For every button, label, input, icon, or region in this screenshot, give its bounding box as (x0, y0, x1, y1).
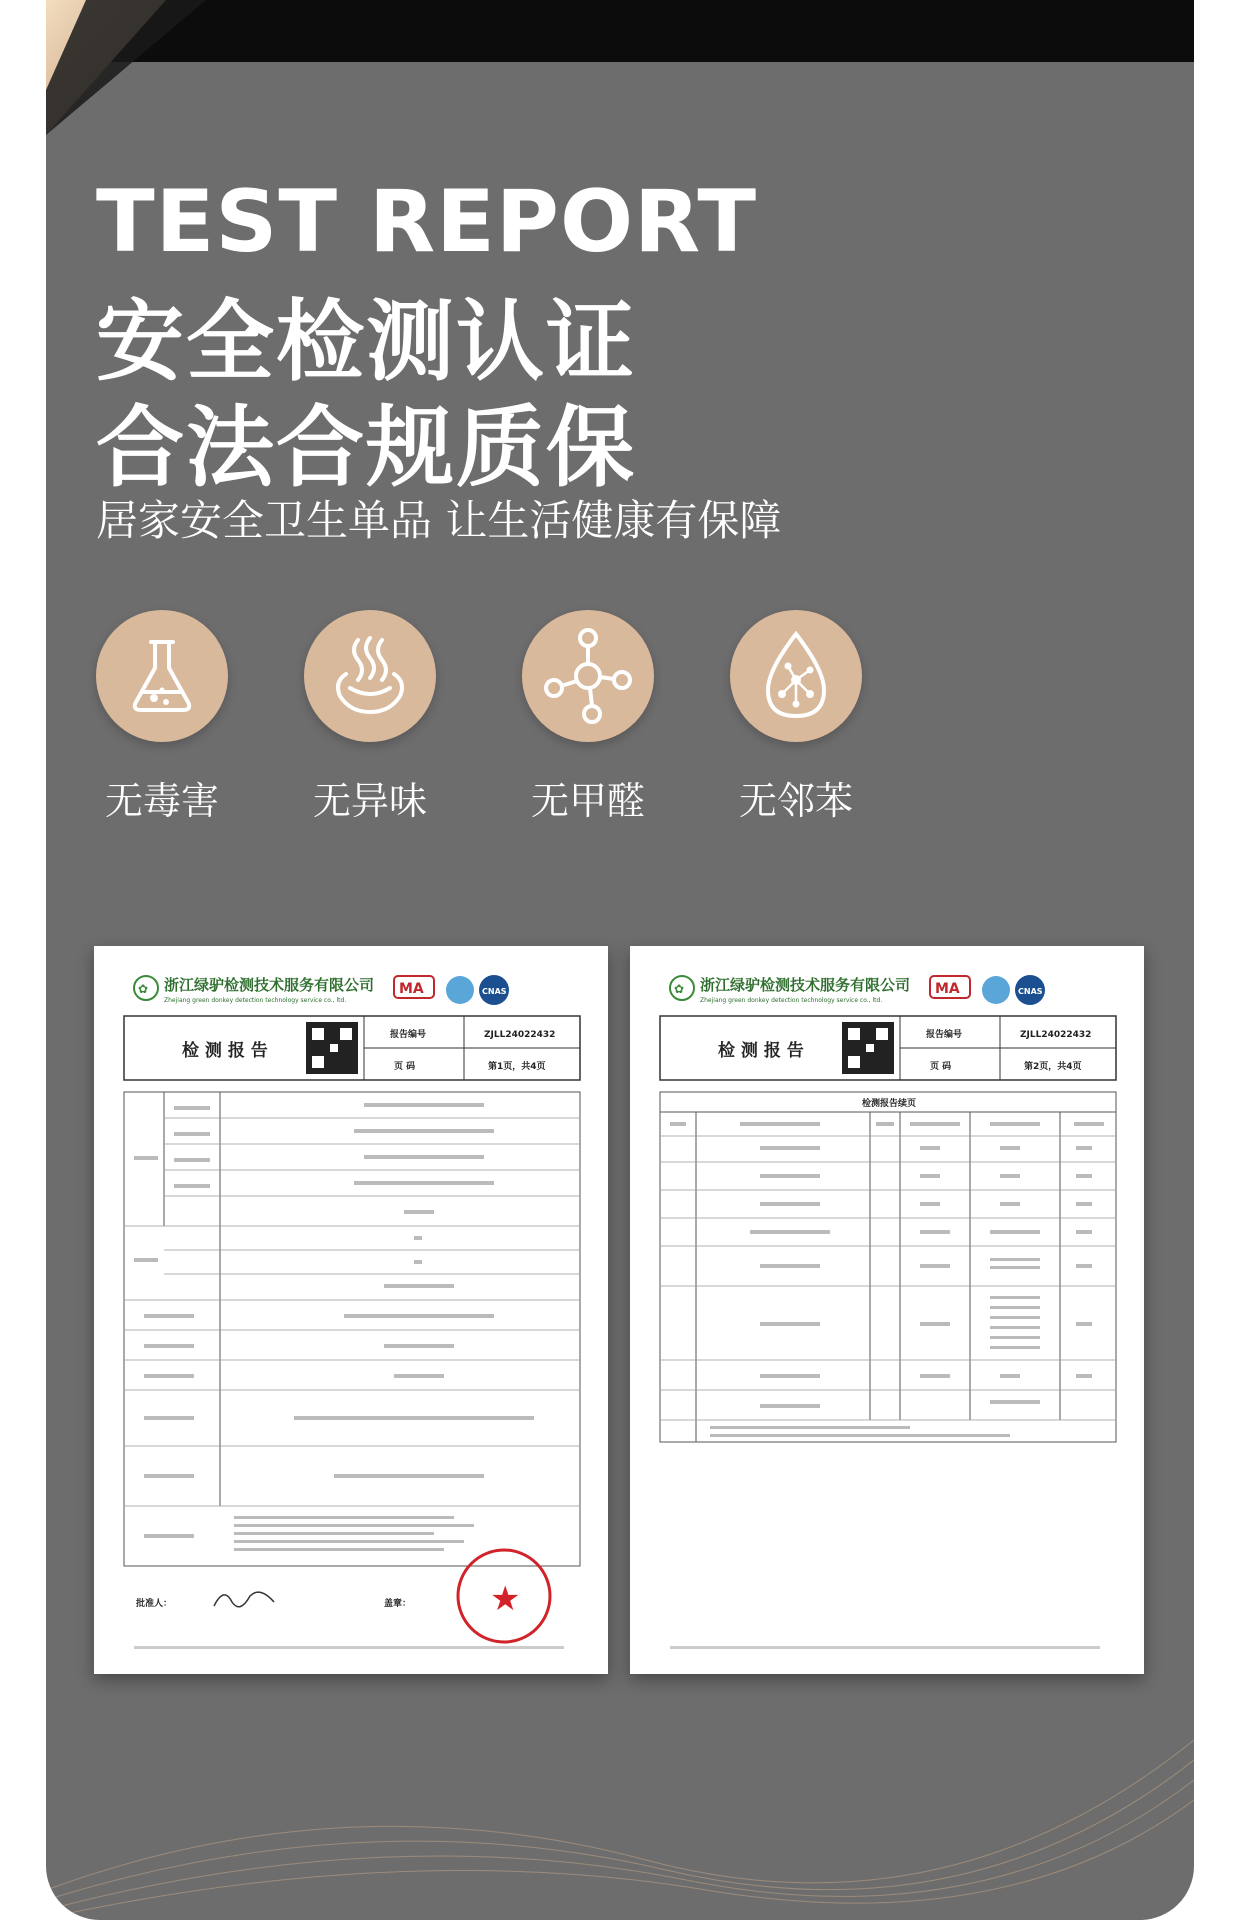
ilac-logo (446, 976, 474, 1004)
molecule-icon (522, 610, 654, 742)
feature-label: 无毒害 (104, 779, 219, 823)
gold-corner-decoration (46, 0, 206, 140)
svg-text:页 码: 页 码 (394, 1062, 416, 1072)
svg-text:✿: ✿ (138, 982, 149, 996)
steam-icon (304, 610, 436, 742)
test-report-page-2 (630, 946, 1144, 1674)
signature (214, 1592, 274, 1607)
subtitle: 居家安全卫生单品 让生活健康有保障 (96, 496, 782, 545)
company-name-en: Zhejiang green donkey detection technology service co., ltd. (700, 997, 883, 1004)
title-en: TEST REPORT (96, 172, 758, 272)
feature-label: 无异味 (312, 779, 427, 823)
svg-text:盖章：: 盖章： (384, 1599, 412, 1609)
svg-text:报告编号: 报告编号 (390, 1030, 427, 1040)
title-cn-line1: 安全检测认证 (96, 290, 637, 393)
table-title: 检测报告续页 (862, 1099, 917, 1109)
feature-no-phthalates (730, 610, 862, 825)
feature-non-toxic (96, 610, 228, 825)
svg-text:MA: MA (935, 981, 960, 997)
svg-text:ZJLL24022432: ZJLL24022432 (1020, 1030, 1092, 1040)
svg-text:第2页，共4页: 第2页，共4页 (1024, 1062, 1082, 1072)
feature-no-formaldehyde (522, 610, 654, 825)
svg-text:MA: MA (399, 981, 424, 997)
feature-no-odor (304, 610, 436, 825)
company-name: 浙江绿驴检测技术服务有限公司 (164, 976, 375, 994)
ilac-logo (982, 976, 1010, 1004)
test-report-page-1 (94, 946, 608, 1674)
svg-text:★: ★ (490, 1579, 521, 1619)
feature-label: 无邻苯 (738, 779, 853, 823)
svg-text:CNAS: CNAS (482, 987, 507, 996)
svg-text:页 码: 页 码 (930, 1062, 952, 1072)
svg-text:报告编号: 报告编号 (926, 1030, 963, 1040)
svg-text:第1页，共4页: 第1页，共4页 (488, 1062, 546, 1072)
report-title: 检 测 报 告 (718, 1041, 804, 1061)
gold-wave-decoration (46, 1660, 1194, 1920)
company-name: 浙江绿驴检测技术服务有限公司 (700, 976, 911, 994)
flask-icon (96, 610, 228, 742)
svg-text:批准人：: 批准人： (136, 1599, 173, 1609)
company-name-en: Zhejiang green donkey detection technology service co., ltd. (164, 997, 347, 1004)
svg-text:ZJLL24022432: ZJLL24022432 (484, 1030, 556, 1040)
svg-text:CNAS: CNAS (1018, 987, 1043, 996)
report-title: 检 测 报 告 (182, 1041, 268, 1061)
drop-molecule-icon (730, 610, 862, 742)
top-bar (46, 0, 1194, 62)
title-cn-line2: 合法合规质保 (96, 396, 637, 499)
feature-label: 无甲醛 (530, 779, 645, 823)
report-poster (46, 0, 1194, 1920)
svg-text:✿: ✿ (674, 982, 685, 996)
